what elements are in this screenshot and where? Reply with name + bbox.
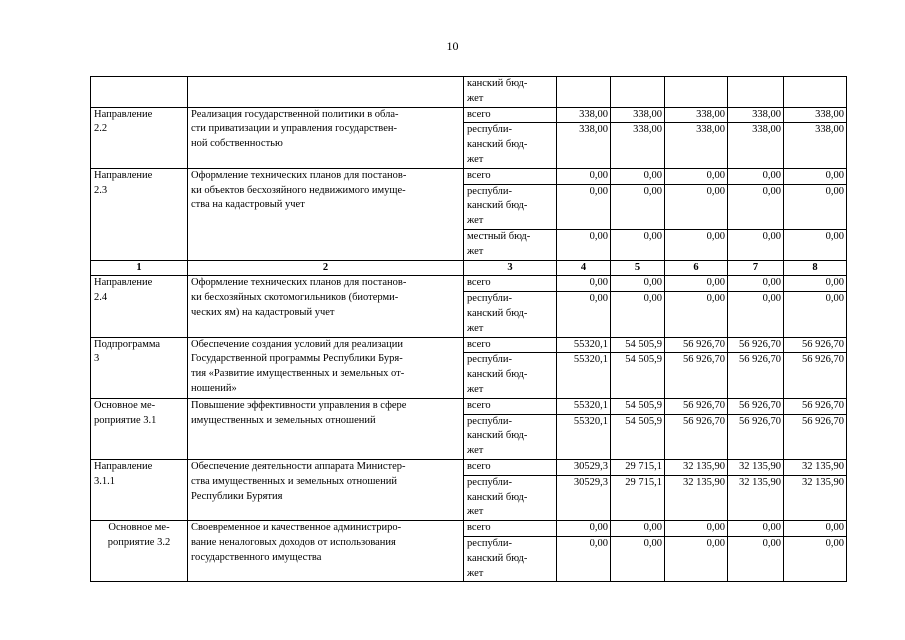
value-cell: 32 135,90 — [728, 475, 784, 520]
value-cell: 30529,3 — [557, 475, 611, 520]
funding-source: всего — [464, 398, 557, 414]
value-cell: 0,00 — [784, 536, 847, 581]
funding-source: республи- канский бюд- жет — [464, 414, 557, 459]
value-cell: 56 926,70 — [728, 414, 784, 459]
row-name: Основное ме- роприятие 3.1 — [91, 398, 188, 459]
funding-source: республи- канский бюд- жет — [464, 536, 557, 581]
value-cell: 54 505,9 — [611, 414, 665, 459]
value-cell: 0,00 — [665, 168, 728, 184]
value-cell: 338,00 — [728, 107, 784, 123]
table-row — [91, 521, 847, 537]
row-name: Направление 2.3 — [91, 168, 188, 260]
value-cell: 56 926,70 — [784, 337, 847, 353]
value-cell: 54 505,9 — [611, 353, 665, 398]
table-row — [91, 276, 847, 292]
value-cell: 56 926,70 — [665, 337, 728, 353]
value-cell — [557, 77, 611, 108]
funding-source: республи- канский бюд- жет — [464, 184, 557, 229]
value-cell: 0,00 — [728, 292, 784, 337]
value-cell: 338,00 — [665, 123, 728, 168]
value-cell: 0,00 — [611, 536, 665, 581]
column-number-row — [91, 260, 847, 276]
row-name: Основное ме- роприятие 3.2 — [91, 521, 188, 582]
row-description: Оформление технических планов для постанов- ки объектов бесхозяйного недвижимого имуще- ства на кадастровый учет — [188, 168, 464, 260]
value-cell: 0,00 — [784, 276, 847, 292]
value-cell: 0,00 — [557, 292, 611, 337]
value-cell: 0,00 — [611, 292, 665, 337]
value-cell: 0,00 — [665, 276, 728, 292]
value-cell: 0,00 — [665, 229, 728, 260]
row-description: Повышение эффективности управления в сфере имущественных и земельных отношений — [188, 398, 464, 459]
funding-source: всего — [464, 107, 557, 123]
column-number: 2 — [188, 260, 464, 276]
value-cell: 0,00 — [611, 184, 665, 229]
column-number: 3 — [464, 260, 557, 276]
value-cell: 0,00 — [665, 521, 728, 537]
value-cell: 338,00 — [611, 107, 665, 123]
table-row — [91, 398, 847, 414]
row-name: Направление 2.4 — [91, 276, 188, 337]
row-name: Направление 2.2 — [91, 107, 188, 168]
funding-source: республи- канский бюд- жет — [464, 475, 557, 520]
value-cell: 338,00 — [784, 123, 847, 168]
value-cell — [665, 77, 728, 108]
value-cell: 338,00 — [557, 123, 611, 168]
value-cell: 56 926,70 — [728, 398, 784, 414]
value-cell: 29 715,1 — [611, 475, 665, 520]
value-cell: 56 926,70 — [784, 353, 847, 398]
value-cell: 32 135,90 — [665, 475, 728, 520]
row-name: Подпрограмма 3 — [91, 337, 188, 398]
value-cell: 0,00 — [784, 229, 847, 260]
row-name: Направление 3.1.1 — [91, 459, 188, 520]
row-description: Обеспечение деятельности аппарата Министер- ства имущественных и земельных отношений Республики Бурятия — [188, 459, 464, 520]
funding-source: республи- канский бюд- жет — [464, 292, 557, 337]
value-cell: 56 926,70 — [728, 337, 784, 353]
value-cell: 29 715,1 — [611, 459, 665, 475]
value-cell: 338,00 — [665, 107, 728, 123]
value-cell: 32 135,90 — [728, 459, 784, 475]
value-cell: 0,00 — [557, 229, 611, 260]
table-row — [91, 168, 847, 184]
value-cell: 0,00 — [728, 184, 784, 229]
funding-source: всего — [464, 521, 557, 537]
value-cell: 0,00 — [557, 184, 611, 229]
value-cell: 54 505,9 — [611, 337, 665, 353]
value-cell: 54 505,9 — [611, 398, 665, 414]
value-cell: 0,00 — [665, 536, 728, 581]
value-cell: 32 135,90 — [784, 459, 847, 475]
value-cell: 0,00 — [665, 292, 728, 337]
value-cell: 0,00 — [665, 184, 728, 229]
funding-source: местный бюд- жет — [464, 229, 557, 260]
row-description: Своевременное и качественное администриро- вание неналоговых доходов от использования государственного имущества — [188, 521, 464, 582]
value-cell — [611, 77, 665, 108]
table-row — [91, 337, 847, 353]
table-row — [91, 459, 847, 475]
value-cell: 338,00 — [784, 107, 847, 123]
column-number: 4 — [557, 260, 611, 276]
value-cell: 56 926,70 — [728, 353, 784, 398]
value-cell: 56 926,70 — [665, 398, 728, 414]
table-row — [91, 107, 847, 123]
value-cell: 56 926,70 — [665, 414, 728, 459]
funding-source: всего — [464, 459, 557, 475]
row-description: Обеспечение создания условий для реализации Государственной программы Республики Буря- тия «Развитие имущественных и земельных от- ношений» — [188, 337, 464, 398]
column-number: 1 — [91, 260, 188, 276]
value-cell — [728, 77, 784, 108]
value-cell: 0,00 — [728, 536, 784, 581]
value-cell: 0,00 — [784, 184, 847, 229]
value-cell: 0,00 — [557, 536, 611, 581]
value-cell: 0,00 — [611, 521, 665, 537]
value-cell: 0,00 — [728, 276, 784, 292]
value-cell: 56 926,70 — [784, 398, 847, 414]
value-cell: 0,00 — [611, 229, 665, 260]
value-cell: 0,00 — [557, 521, 611, 537]
funding-source: республи- канский бюд- жет — [464, 353, 557, 398]
value-cell: 0,00 — [557, 168, 611, 184]
value-cell: 0,00 — [784, 292, 847, 337]
funding-source: всего — [464, 168, 557, 184]
column-number: 7 — [728, 260, 784, 276]
row-name — [91, 77, 188, 108]
value-cell: 56 926,70 — [784, 414, 847, 459]
funding-source: всего — [464, 276, 557, 292]
value-cell: 55320,1 — [557, 353, 611, 398]
page-number: 10 — [446, 39, 459, 53]
value-cell — [784, 77, 847, 108]
value-cell: 0,00 — [728, 521, 784, 537]
budget-table — [90, 76, 847, 582]
value-cell: 0,00 — [611, 276, 665, 292]
column-number: 6 — [665, 260, 728, 276]
value-cell: 0,00 — [728, 229, 784, 260]
value-cell: 338,00 — [557, 107, 611, 123]
funding-source: канский бюд- жет — [464, 77, 557, 108]
value-cell: 0,00 — [557, 276, 611, 292]
value-cell: 56 926,70 — [665, 353, 728, 398]
value-cell: 32 135,90 — [784, 475, 847, 520]
value-cell: 0,00 — [784, 168, 847, 184]
column-number: 5 — [611, 260, 665, 276]
value-cell: 30529,3 — [557, 459, 611, 475]
funding-source: всего — [464, 337, 557, 353]
value-cell: 55320,1 — [557, 398, 611, 414]
row-description: Оформление технических планов для постанов- ки бесхозяйных скотомогильников (биотерми- ческих ям) на кадастровый учет — [188, 276, 464, 337]
row-description: Реализация государственной политики в обла- сти приватизации и управления государствен- ной собственностью — [188, 107, 464, 168]
value-cell: 0,00 — [728, 168, 784, 184]
value-cell: 55320,1 — [557, 337, 611, 353]
column-number: 8 — [784, 260, 847, 276]
value-cell: 338,00 — [611, 123, 665, 168]
value-cell: 55320,1 — [557, 414, 611, 459]
funding-source: республи- канский бюд- жет — [464, 123, 557, 168]
value-cell: 0,00 — [784, 521, 847, 537]
value-cell: 32 135,90 — [665, 459, 728, 475]
value-cell: 338,00 — [728, 123, 784, 168]
value-cell: 0,00 — [611, 168, 665, 184]
row-description — [188, 77, 464, 108]
table-row — [91, 77, 847, 108]
